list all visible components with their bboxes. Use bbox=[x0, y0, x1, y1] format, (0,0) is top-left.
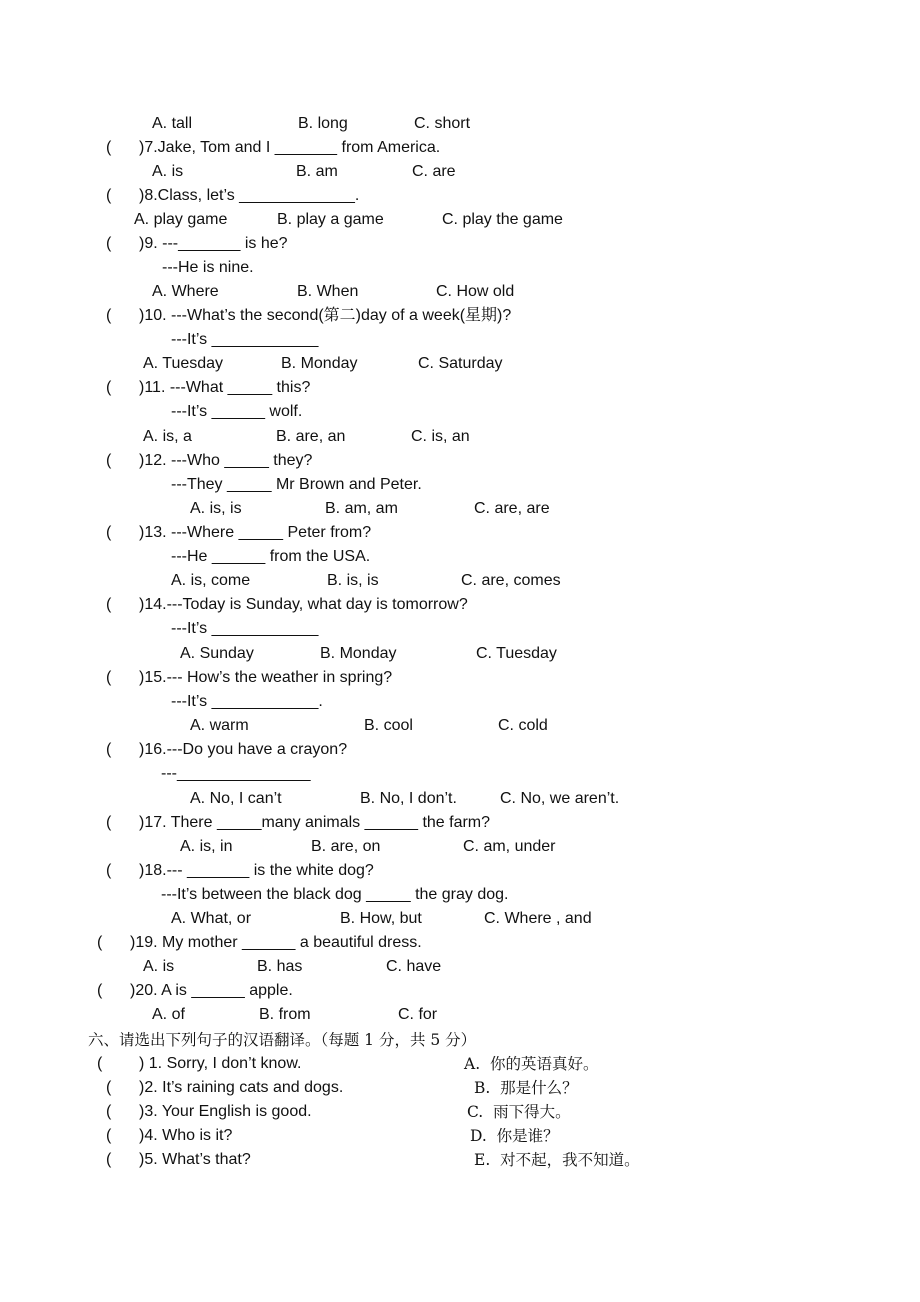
chinese-translation: A. 你的英语真好。 bbox=[464, 1055, 599, 1073]
option-b: B. How, but bbox=[340, 910, 422, 927]
option-c: C. short bbox=[414, 115, 471, 132]
question-reply: ---_______________ bbox=[161, 765, 311, 782]
option-a: A. Tuesday bbox=[143, 355, 224, 372]
chinese-translation: D. 你是谁？ bbox=[470, 1127, 559, 1145]
answer-bracket: ( bbox=[106, 1151, 112, 1168]
option-a: A. tall bbox=[152, 115, 193, 132]
question-stem: )20. A is ______ apple. bbox=[130, 982, 293, 999]
answer-bracket: ( bbox=[106, 741, 112, 758]
answer-bracket: ( bbox=[97, 934, 103, 951]
option-c: C. play the game bbox=[442, 211, 563, 228]
answer-bracket: ( bbox=[106, 1127, 112, 1144]
option-c: C. am, under bbox=[463, 838, 556, 855]
question-stem: )16.---Do you have a crayon? bbox=[139, 741, 348, 758]
question-reply: ---It’s ______ wolf. bbox=[171, 403, 303, 420]
option-a: A. is, a bbox=[143, 428, 192, 445]
option-a: A. What, or bbox=[171, 910, 252, 927]
answer-bracket: ( bbox=[106, 862, 112, 879]
answer-bracket: ( bbox=[106, 524, 112, 541]
option-c: C. have bbox=[386, 958, 442, 975]
option-b: B. When bbox=[297, 283, 359, 300]
option-a: A. No, I can’t bbox=[190, 790, 282, 807]
question-reply: ---He is nine. bbox=[162, 259, 254, 276]
answer-bracket: ( bbox=[106, 1103, 112, 1120]
question-reply: ---They _____ Mr Brown and Peter. bbox=[171, 476, 422, 493]
option-a: A. is, is bbox=[190, 500, 242, 517]
question-stem: )11. ---What _____ this? bbox=[139, 379, 311, 396]
option-b: B. No, I don’t. bbox=[360, 790, 457, 807]
answer-bracket: ( bbox=[106, 187, 112, 204]
option-b: B. am bbox=[296, 163, 338, 180]
english-sentence: ) 1. Sorry, I don’t know. bbox=[139, 1055, 302, 1072]
question-stem: )15.--- How’s the weather in spring? bbox=[139, 669, 393, 686]
question-stem: )8.Class, let’s _____________. bbox=[139, 187, 360, 204]
question-stem: )13. ---Where _____ Peter from? bbox=[139, 524, 372, 541]
question-stem: )12. ---Who _____ they? bbox=[139, 452, 313, 469]
option-a: A. is bbox=[152, 163, 184, 180]
question-stem: )19. My mother ______ a beautiful dress. bbox=[130, 934, 422, 951]
question-stem: )9. ---_______ is he? bbox=[139, 235, 288, 252]
option-b: B. from bbox=[259, 1006, 311, 1023]
answer-bracket: ( bbox=[106, 379, 112, 396]
option-a: A. warm bbox=[190, 717, 249, 734]
option-a: A. of bbox=[152, 1006, 185, 1023]
question-stem: )10. ---What’s the second(第二)day of a week(星期)? bbox=[139, 307, 512, 324]
option-c: C. are, comes bbox=[461, 572, 561, 589]
question-reply: ---It’s ____________. bbox=[171, 693, 323, 710]
answer-bracket: ( bbox=[106, 814, 112, 831]
option-c: C. is, an bbox=[411, 428, 470, 445]
question-stem: )17. There _____many animals ______ the farm? bbox=[139, 814, 491, 831]
option-b: B. are, an bbox=[276, 428, 346, 445]
option-c: C. for bbox=[398, 1006, 438, 1023]
option-b: B. are, on bbox=[311, 838, 381, 855]
chinese-translation: C. 雨下得大。 bbox=[467, 1103, 571, 1121]
answer-bracket: ( bbox=[106, 669, 112, 686]
question-reply: ---He ______ from the USA. bbox=[171, 548, 371, 565]
question-reply: ---It’s ____________ bbox=[171, 620, 319, 637]
option-c: C. Tuesday bbox=[476, 645, 557, 662]
answer-bracket: ( bbox=[106, 139, 112, 156]
option-b: B. cool bbox=[364, 717, 413, 734]
option-b: B. Monday bbox=[281, 355, 358, 372]
option-a: A. Sunday bbox=[180, 645, 254, 662]
option-b: B. is, is bbox=[327, 572, 379, 589]
option-c: C. How old bbox=[436, 283, 515, 300]
answer-bracket: ( bbox=[106, 452, 112, 469]
answer-bracket: ( bbox=[106, 1079, 112, 1096]
answer-bracket: ( bbox=[106, 596, 112, 613]
question-reply: ---It’s between the black dog _____ the gray dog. bbox=[161, 886, 509, 903]
option-b: B. has bbox=[257, 958, 303, 975]
option-c: C. are bbox=[412, 163, 456, 180]
question-reply: ---It’s ____________ bbox=[171, 331, 319, 348]
question-stem: )14.---Today is Sunday, what day is tomorrow? bbox=[139, 596, 468, 613]
question-stem: )7.Jake, Tom and I _______ from America. bbox=[139, 139, 441, 156]
chinese-translation: B. 那是什么？ bbox=[474, 1079, 578, 1097]
option-a: A. Where bbox=[152, 283, 219, 300]
english-sentence: )5. What’s that? bbox=[139, 1151, 251, 1168]
question-stem: )18.--- _______ is the white dog? bbox=[139, 862, 374, 879]
option-c: C. are, are bbox=[474, 500, 550, 517]
option-b: B. Monday bbox=[320, 645, 397, 662]
english-sentence: )2. It’s raining cats and dogs. bbox=[139, 1079, 344, 1096]
option-c: C. Where , and bbox=[484, 910, 592, 927]
option-b: B. long bbox=[298, 115, 348, 132]
answer-bracket: ( bbox=[106, 235, 112, 252]
option-a: A. is bbox=[143, 958, 175, 975]
section-heading: 六、请选出下列句子的汉语翻译。（每题 1 分，共 5 分） bbox=[88, 1031, 477, 1049]
option-c: C. cold bbox=[498, 717, 548, 734]
option-a: A. is, in bbox=[180, 838, 233, 855]
option-b: B. play a game bbox=[277, 211, 384, 228]
option-b: B. am, am bbox=[325, 500, 398, 517]
option-c: C. Saturday bbox=[418, 355, 503, 372]
answer-bracket: ( bbox=[97, 982, 103, 999]
chinese-translation: E. 对不起，我不知道。 bbox=[474, 1151, 640, 1169]
english-sentence: )4. Who is it? bbox=[139, 1127, 233, 1144]
option-c: C. No, we aren’t. bbox=[500, 790, 620, 807]
english-sentence: )3. Your English is good. bbox=[139, 1103, 312, 1120]
option-a: A. is, come bbox=[171, 572, 251, 589]
answer-bracket: ( bbox=[97, 1055, 103, 1072]
option-a: A. play game bbox=[134, 211, 228, 228]
answer-bracket: ( bbox=[106, 307, 112, 324]
